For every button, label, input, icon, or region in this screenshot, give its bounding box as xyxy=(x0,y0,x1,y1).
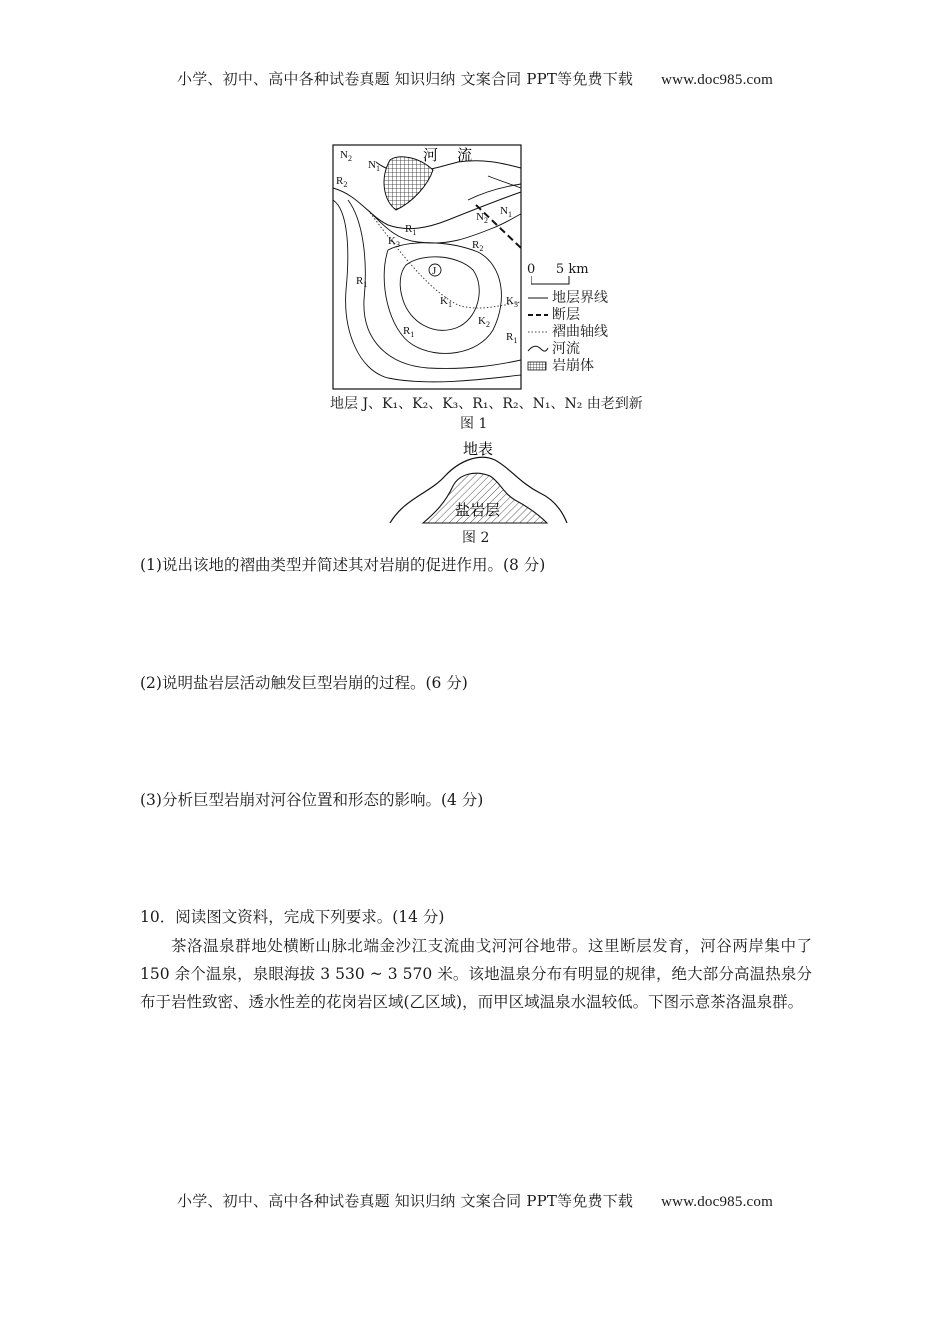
svg-text:N2: $N_2$ xyxy=(340,149,352,163)
question-3: (3)分析巨型岩崩对河谷位置和形态的影响。(4 分) xyxy=(140,791,484,809)
svg-text:R1: $R_1$ xyxy=(506,331,518,345)
svg-text:N1: $N_1$ xyxy=(368,159,380,173)
header-site-link[interactable]: www.doc985.com xyxy=(661,72,773,88)
river-icon xyxy=(527,344,549,354)
svg-text:R2: $R_2$ xyxy=(336,175,348,189)
svg-text:R1: $R_1$ xyxy=(403,325,415,339)
geologic-map-figure xyxy=(328,140,528,392)
svg-text:R1: $R_1$ xyxy=(356,275,368,289)
figure1-caption: 图 1 xyxy=(460,416,488,432)
strata-note: 地层 J、K₁、K₂、K₃、R₁、R₂、N₁、N₂ 由老到新 xyxy=(330,396,643,412)
legend-item xyxy=(527,358,608,375)
figure2-caption: 图 2 xyxy=(462,530,490,546)
svg-text:R1: $R_1$ xyxy=(405,223,417,237)
svg-text:K1: $K_1$ xyxy=(440,295,452,309)
legend-item xyxy=(527,307,608,324)
page-header xyxy=(0,68,950,89)
legend-item xyxy=(527,290,608,307)
question-1: (1)说出该地的褶曲类型并简述其对岩崩的促进作用。(8 分) xyxy=(140,556,546,574)
page-footer xyxy=(0,1190,950,1211)
svg-text:K3: $K_3$ xyxy=(388,235,400,249)
legend-label: 河流 xyxy=(552,341,580,357)
map-river-label: 河 流 xyxy=(423,146,473,164)
header-text: 小学、初中、高中各种试卷真题 知识归纳 文案合同 PPT等免费下载 xyxy=(177,70,634,88)
surface-label: 地表 xyxy=(463,440,494,458)
salt-dome-figure xyxy=(385,438,575,528)
legend-label: 断层 xyxy=(552,307,580,323)
scale-text: 0 5 km xyxy=(527,262,589,277)
svg-text:J: J xyxy=(432,265,437,277)
map-legend xyxy=(527,290,608,375)
question-10-title: 10．阅读图文资料，完成下列要求。(14 分) xyxy=(140,908,445,926)
scale-bar-graphic xyxy=(531,276,571,286)
salt-layer-label: 盐岩层 xyxy=(455,501,501,519)
svg-text:K2: $K_2$ xyxy=(478,315,490,329)
legend-label: 地层界线 xyxy=(552,290,608,306)
svg-text:N1: $N_1$ xyxy=(500,205,512,219)
legend-label: 岩崩体 xyxy=(552,358,594,374)
footer-text: 小学、初中、高中各种试卷真题 知识归纳 文案合同 PPT等免费下载 xyxy=(177,1192,634,1210)
footer-site-link[interactable]: www.doc985.com xyxy=(661,1194,773,1210)
question-10-paragraph: 茶洛温泉群地处横断山脉北端金沙江支流曲戈河河谷地带。这里断层发育，河谷两岸集中了 150 余个温泉，泉眼海拔 3 530 ~ 3 570 米。该地温泉分布有明显的规律，绝大部分高温热泉分布于岩性致密、透水性差的花岗岩区域(乙区域)，而甲区域温泉水温较低。下图示意茶洛温泉群。 xyxy=(140,937,812,1011)
legend-label: 褶曲轴线 xyxy=(552,324,608,340)
question-2: (2)说明盐岩层活动触发巨型岩崩的过程。(6 分) xyxy=(140,674,468,692)
svg-text:K3: $K_3$ xyxy=(506,295,518,309)
boundary-line-icon xyxy=(527,293,549,303)
legend-item xyxy=(527,324,608,341)
scale-bar xyxy=(527,262,589,281)
landslide-body-icon xyxy=(527,361,549,371)
svg-text:N2: $N_2$ xyxy=(476,211,488,225)
fold-axis-icon xyxy=(527,327,549,337)
fault-line-icon xyxy=(527,310,549,320)
svg-text:R2: $R_2$ xyxy=(472,239,484,253)
legend-item xyxy=(527,341,608,358)
